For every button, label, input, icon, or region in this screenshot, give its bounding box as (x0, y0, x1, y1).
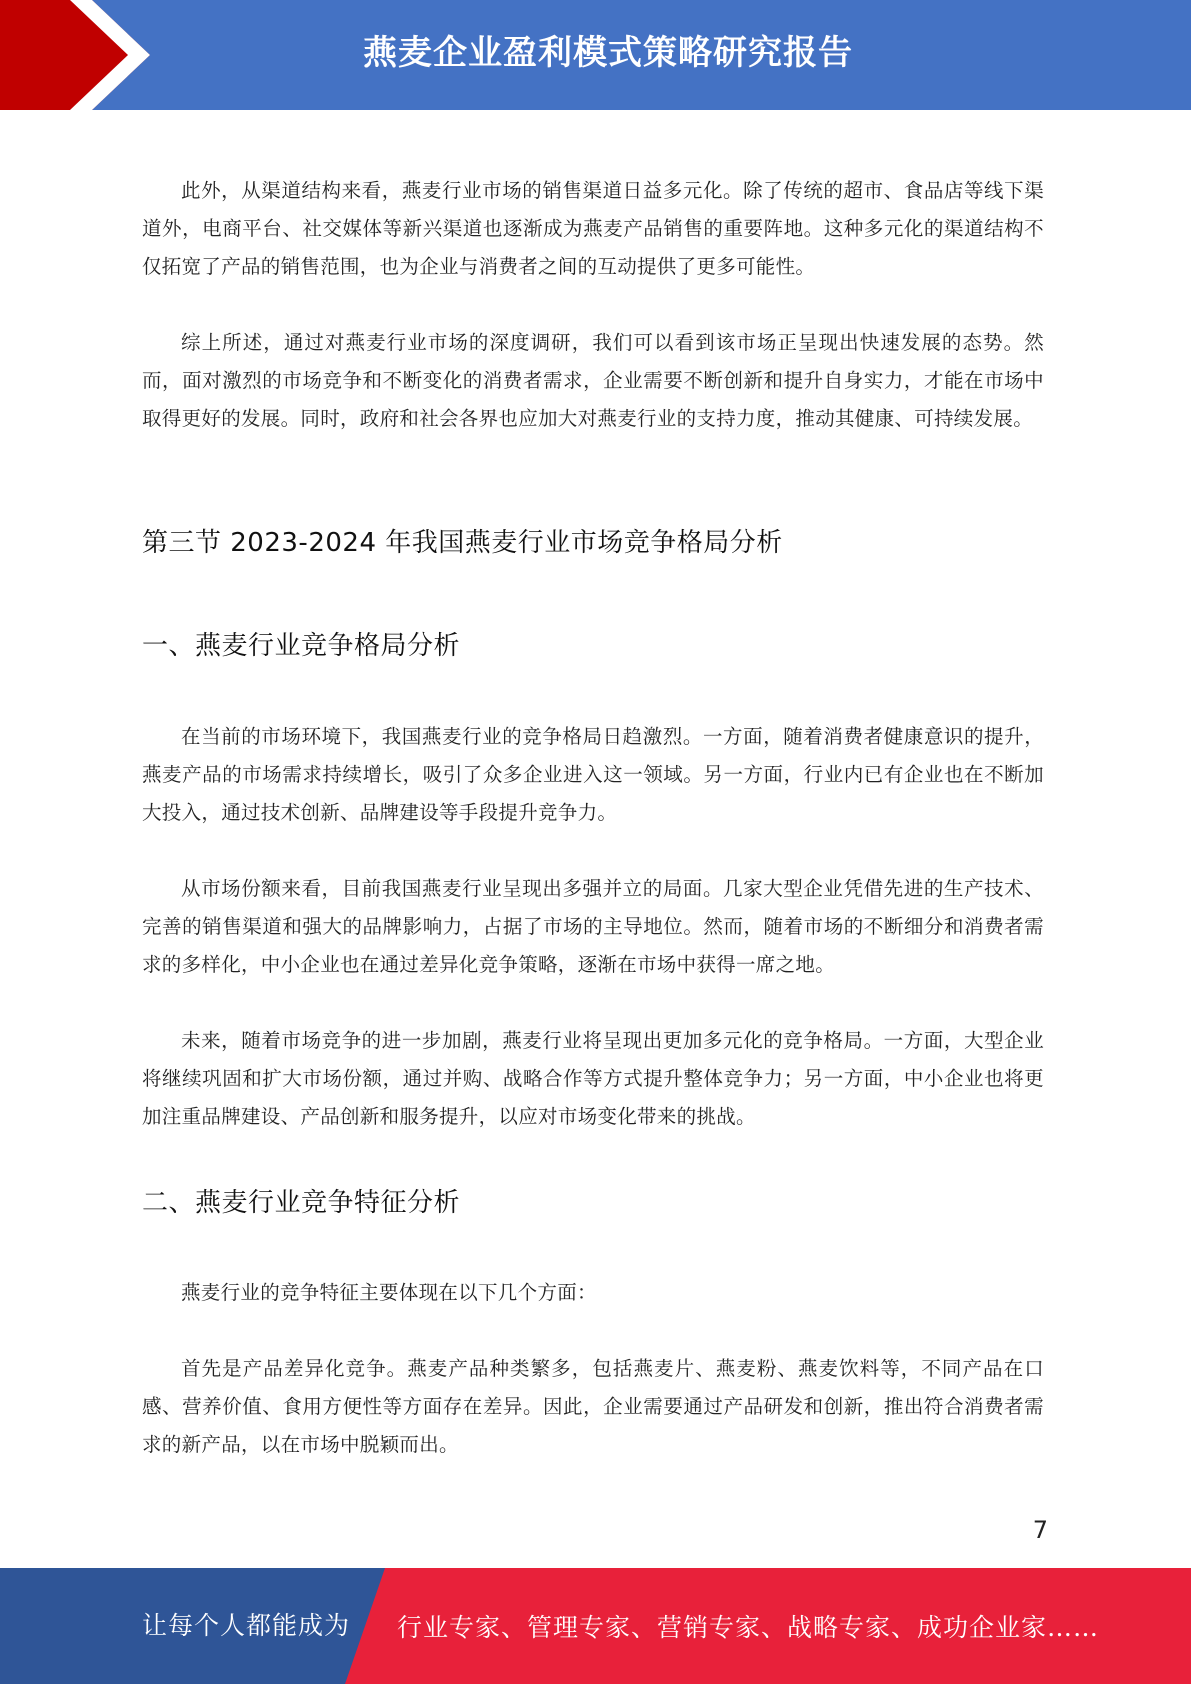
section-heading: 第三节 2023-2024 年我国燕麦行业市场竞争格局分析 (142, 528, 783, 558)
report-title: 燕麦企业盈利模式策略研究报告 (363, 33, 853, 73)
page-number: 7 (1032, 1516, 1048, 1544)
paragraph-channels: 此外，从渠道结构来看，燕麦行业市场的销售渠道日益多元化。除了传统的超市、食品店等线下渠道外，电商平台、社交媒体等新兴渠道也逐渐成为燕麦产品销售的重要阵地。这种多元化的渠道结构不仅拓宽了产品的销售范围，也为企业与消费者之间的互动提供了更多可能性。 (142, 179, 1044, 278)
paragraph-product-differentiation: 首先是产品差异化竞争。燕麦产品种类繁多，包括燕麦片、燕麦粉、燕麦饮料等，不同产品在口感、营养价值、食用方便性等方面存在差异。因此，企业需要通过产品研发和创新，推出符合消费者需求的新产品，以在市场中脱颖而出。 (142, 1357, 1044, 1456)
paragraph-features-intro: 燕麦行业的竞争特征主要体现在以下几个方面： (181, 1281, 597, 1304)
paragraph-competition-intro: 在当前的市场环境下，我国燕麦行业的竞争格局日趋激烈。一方面，随着消费者健康意识的提升，燕麦产品的市场需求持续增长，吸引了众多企业进入这一领域。另一方面，行业内已有企业也在不断加大投入，通过技术创新、品牌建设等手段提升竞争力。 (142, 725, 1044, 824)
subheading-competition-pattern: 一、燕麦行业竞争格局分析 (142, 631, 461, 661)
header-banner (0, 0, 1191, 110)
paragraph-future: 未来，随着市场竞争的进一步加剧，燕麦行业将呈现出更加多元化的竞争格局。一方面，大型企业将继续巩固和扩大市场份额，通过并购、战略合作等方式提升整体竞争力；另一方面，中小企业也将更加注重品牌建设、产品创新和服务提升，以应对市场变化带来的挑战。 (142, 1029, 1044, 1128)
footer-slogan-right: 行业专家、管理专家、营销专家、战略专家、成功企业家…… (397, 1613, 1100, 1642)
paragraph-summary: 综上所述，通过对燕麦行业市场的深度调研，我们可以看到该市场正呈现出快速发展的态势。然而，面对激烈的市场竞争和不断变化的消费者需求，企业需要不断创新和提升自身实力，才能在市场中取得更好的发展。同时，政府和社会各界也应加大对燕麦行业的支持力度，推动其健康、可持续发展。 (142, 331, 1044, 430)
subheading-competition-features: 二、燕麦行业竞争特征分析 (142, 1188, 461, 1218)
paragraph-market-share: 从市场份额来看，目前我国燕麦行业呈现出多强并立的局面。几家大型企业凭借先进的生产技术、完善的销售渠道和强大的品牌影响力，占据了市场的主导地位。然而，随着市场的不断细分和消费者需求的多样化，中小企业也在通过差异化竞争策略，逐渐在市场中获得一席之地。 (142, 877, 1044, 976)
footer-banner (0, 1568, 1191, 1684)
footer-slogan-left: 让每个人都能成为 (142, 1611, 351, 1640)
